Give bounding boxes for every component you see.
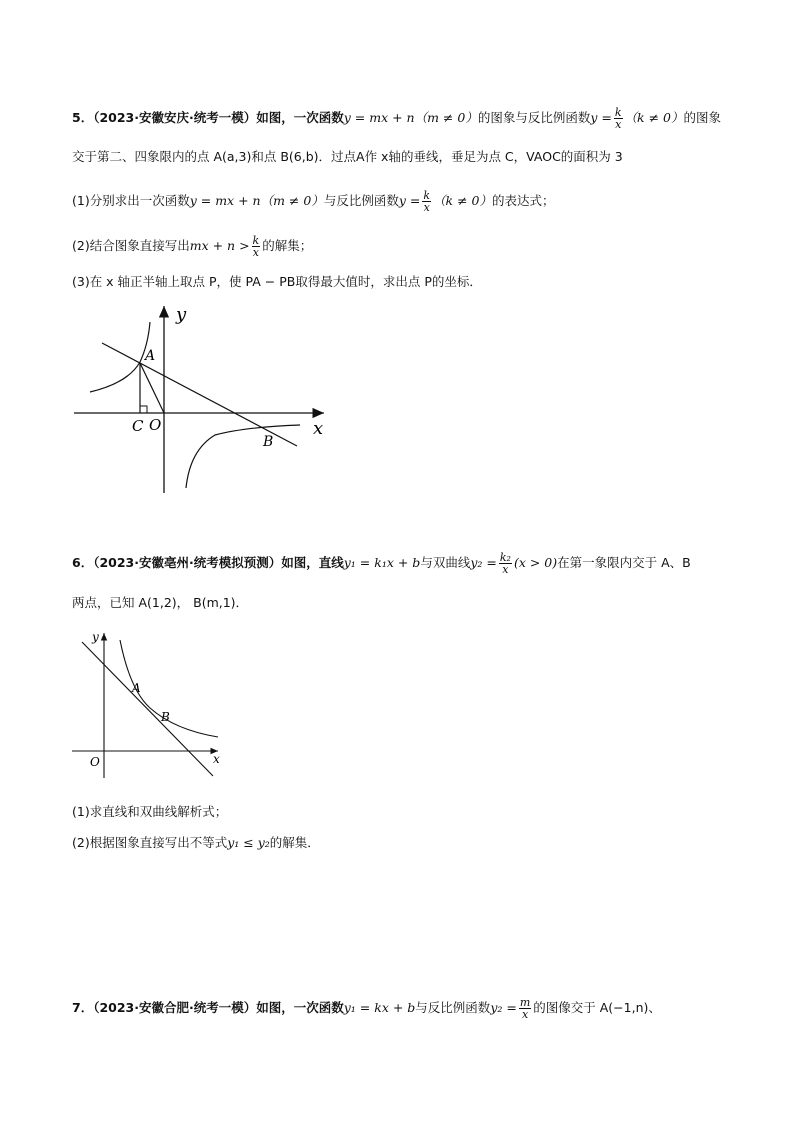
problem-6-question-1: (1)求直线和双曲线解析式； — [72, 804, 228, 819]
right-angle-mark — [140, 406, 147, 413]
text-fragment: (1)分别求出一次函数 — [72, 193, 190, 208]
text-fragment: 在第一象限内交于 A、B — [557, 555, 691, 570]
text-fragment: 与反比例函数 — [323, 193, 399, 208]
text-fragment: (2)结合图象直接写出 — [72, 238, 190, 253]
linear-function-expr: y = mx + n — [189, 193, 261, 208]
fraction-numerator: k₂ — [499, 551, 511, 564]
fraction-numerator: m — [519, 996, 531, 1009]
label-A: A — [145, 348, 156, 364]
condition-m: （m ≠ 0） — [260, 193, 324, 208]
problem-5-figure — [60, 300, 340, 500]
problem-5-question-1 — [72, 190, 554, 213]
inequality-expr: mx + n > — [189, 238, 250, 253]
fraction-denominator: x — [252, 246, 259, 259]
text-fragment: (2)根据图象直接写出不等式 — [72, 835, 228, 850]
fraction-k-over-x — [252, 235, 261, 258]
text-fragment: 的图象与反比例函数 — [477, 110, 591, 125]
condition-k: （k ≠ 0） — [433, 193, 492, 208]
problem-6-line-1 — [72, 552, 691, 575]
text-fragment: 与反比例函数 — [415, 1000, 491, 1015]
text-fragment: 的表达式； — [491, 193, 555, 208]
line-expr: y₁ = k₁x + b — [343, 555, 421, 570]
label-B: B — [263, 434, 274, 450]
label-O: O — [149, 416, 162, 434]
fraction-denominator: x — [615, 118, 622, 131]
fraction-denominator: x — [502, 563, 509, 576]
hyperbola-branch-q2 — [90, 322, 150, 392]
condition-m: （m ≠ 0） — [414, 110, 478, 125]
linear-function-expr: y = mx + n — [343, 110, 415, 125]
text-fragment: 的图像交于 A(−1,n)、 — [533, 1000, 661, 1015]
problem-7-source: 7．（2023·安徽合肥·统考一模）如图，一次函数 — [72, 1000, 344, 1015]
linear-function-expr: y₁ = kx + b — [343, 1000, 416, 1015]
text-fragment: 的解集； — [262, 238, 313, 253]
fraction-numerator: k — [423, 189, 431, 202]
problem-5-question-2 — [72, 235, 312, 258]
hyperbola-branch-q4 — [186, 425, 300, 488]
label-B: B — [161, 710, 170, 724]
label-A: A — [132, 681, 141, 695]
fraction-denominator: x — [423, 201, 430, 214]
problem-6-figure — [70, 625, 230, 780]
problem-5-line-1 — [72, 107, 721, 130]
text-fragment: 与双曲线 — [420, 555, 471, 570]
condition-k: （k ≠ 0） — [624, 110, 684, 125]
label-x: x — [313, 418, 324, 439]
fraction-k-over-x — [422, 190, 431, 213]
label-y: y — [176, 304, 187, 325]
fraction-k2-over-x — [499, 552, 512, 575]
problem-6-question-2 — [72, 834, 320, 852]
label-x: x — [213, 752, 220, 766]
fraction-numerator: k — [252, 234, 260, 247]
text-fragment: 的图象 — [683, 110, 722, 125]
problem-5-source: 5．（2023·安徽安庆·统考一模）如图，一次函数 — [72, 110, 344, 125]
problem-6-line-2: 两点，已知 A(1,2)， B(m,1)． — [72, 595, 249, 610]
inverse-y: y = — [590, 110, 612, 125]
fraction-k-over-x — [614, 107, 623, 130]
label-y: y — [92, 630, 99, 644]
inequality-expr: y₁ ≤ y₂ — [227, 835, 270, 850]
condition-x: (x > 0) — [513, 555, 558, 570]
problem-6-source: 6．（2023·安徽亳州·统考模拟预测）如图，直线 — [72, 555, 344, 570]
line-y1 — [82, 642, 213, 776]
inverse-y: y = — [398, 193, 421, 208]
problem-5-question-3: (3)在 x 轴正半轴上取点 P，使 PA − PB取得最大值时，求出点 P的坐标． — [72, 274, 482, 289]
inverse-y: y₂ = — [490, 1000, 517, 1015]
text-fragment: 的解集． — [269, 835, 320, 850]
hyperbola-y: y₂ = — [470, 555, 497, 570]
problem-7-line-1 — [72, 997, 661, 1020]
fraction-m-over-x — [519, 997, 531, 1020]
fraction-numerator: k — [614, 106, 622, 119]
label-O: O — [90, 755, 100, 769]
fraction-denominator: x — [521, 1008, 529, 1021]
problem-5-line-2: 交于第二、四象限内的点 A(a,3)和点 B(6,b)．过点A作 x轴的垂线，垂足为点 C，VAOC的面积为 3 — [72, 149, 623, 164]
label-C: C — [132, 417, 144, 435]
